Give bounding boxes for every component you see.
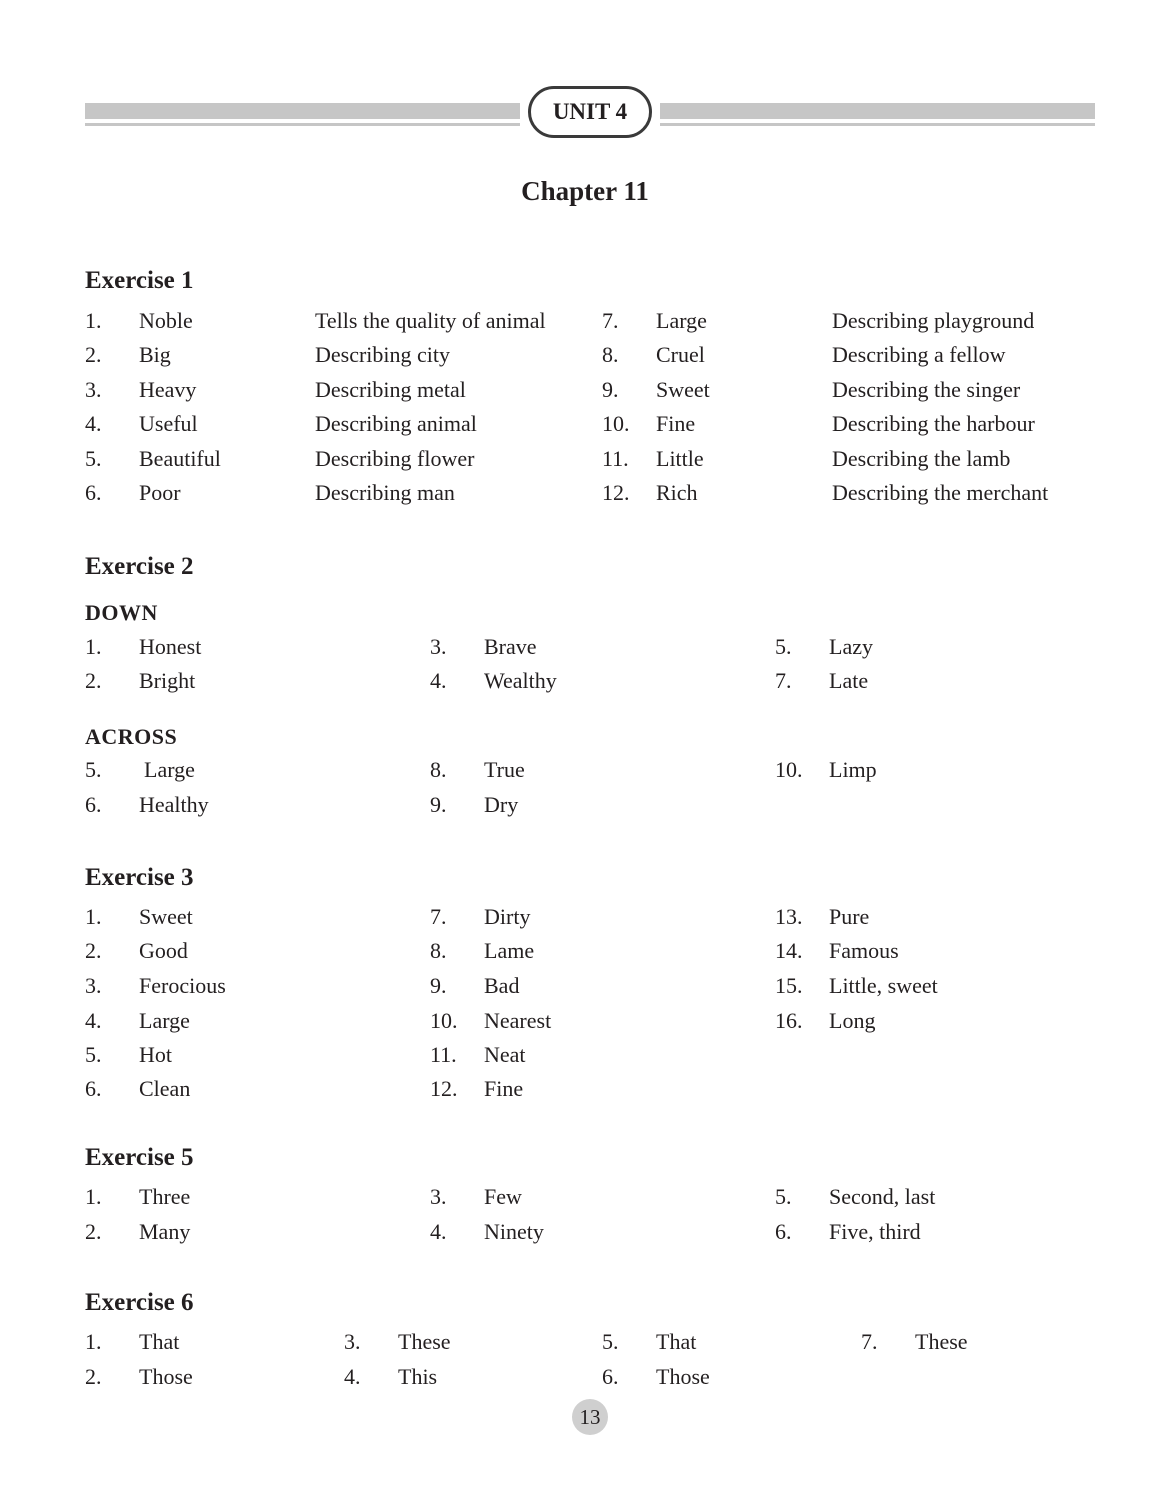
answer-word: Hot: [139, 1042, 172, 1067]
answer-word: Large: [144, 757, 195, 782]
item-number: 9.: [430, 792, 447, 817]
exercise-5-title: Exercise 5: [85, 1144, 194, 1171]
answer-word: Bright: [139, 668, 196, 693]
answer-description: Describing the merchant: [832, 480, 1049, 505]
item-number: 2.: [85, 938, 102, 963]
item-number: 2.: [85, 668, 102, 693]
item-number: 3.: [344, 1329, 361, 1354]
answer-word: These: [915, 1329, 968, 1354]
item-number: 12.: [602, 480, 630, 505]
answer-word: Large: [139, 1008, 190, 1033]
answer-word: Lazy: [829, 634, 873, 659]
answer-word: Those: [656, 1364, 710, 1389]
answer-word: Fine: [656, 411, 696, 436]
answer-description: Describing metal: [315, 377, 466, 402]
exercise-2-title: Exercise 2: [85, 553, 194, 580]
item-number: 1.: [85, 308, 102, 333]
answer-word: Clean: [139, 1076, 191, 1101]
answer-description: Describing city: [315, 342, 451, 367]
page-number: 13: [579, 1404, 601, 1429]
unit-badge: [528, 86, 652, 138]
item-number: 5.: [85, 446, 102, 471]
answer-word: Honest: [139, 634, 202, 659]
answer-word: Those: [139, 1364, 193, 1389]
exercise-1-title: Exercise 1: [85, 267, 194, 294]
item-number: 4.: [430, 1219, 447, 1244]
header-rule-right: [660, 123, 1095, 126]
answer-description: Describing the harbour: [832, 411, 1035, 436]
item-number: 8.: [430, 757, 447, 782]
item-number: 5.: [602, 1329, 619, 1354]
item-number: 9.: [602, 377, 619, 402]
item-number: 3.: [430, 634, 447, 659]
item-number: 5.: [85, 1042, 102, 1067]
exercise-3-title: Exercise 3: [85, 864, 194, 891]
item-number: 1.: [85, 634, 102, 659]
item-number: 12.: [430, 1076, 458, 1101]
page-number-badge: [572, 1399, 608, 1435]
answer-word: Healthy: [139, 792, 209, 817]
answer-word: Late: [829, 668, 869, 693]
item-number: 2.: [85, 342, 102, 367]
item-number: 1.: [85, 904, 102, 929]
item-number: 7.: [775, 668, 792, 693]
item-number: 16.: [775, 1008, 803, 1033]
answer-word: Little: [656, 446, 704, 471]
chapter-title: Chapter 11: [521, 176, 649, 206]
answer-word: Useful: [139, 411, 198, 436]
answer-word: True: [484, 757, 525, 782]
answer-word: Cruel: [656, 342, 705, 367]
answer-word: Famous: [829, 938, 899, 963]
item-number: 6.: [85, 792, 102, 817]
item-number: 9.: [430, 973, 447, 998]
answer-description: Describing a fellow: [832, 342, 1006, 367]
answer-word: Large: [656, 308, 707, 333]
item-number: 3.: [430, 1184, 447, 1209]
item-number: 5.: [775, 1184, 792, 1209]
answer-word: Ferocious: [139, 973, 226, 998]
item-number: 6.: [775, 1219, 792, 1244]
header-band-right: [660, 103, 1095, 119]
item-number: 4.: [85, 411, 102, 436]
answer-word: Many: [139, 1219, 191, 1244]
answer-word: Pure: [829, 904, 870, 929]
item-number: 4.: [85, 1008, 102, 1033]
item-number: 15.: [775, 973, 803, 998]
answer-word: Noble: [139, 308, 193, 333]
down-heading: DOWN: [85, 600, 158, 625]
item-number: 4.: [344, 1364, 361, 1389]
item-number: 1.: [85, 1184, 102, 1209]
answer-word: Bad: [484, 973, 520, 998]
answer-word: Neat: [484, 1042, 526, 1067]
item-number: 3.: [85, 377, 102, 402]
answer-word: Sweet: [139, 904, 193, 929]
unit-label: UNIT 4: [552, 99, 628, 124]
answer-word: Three: [139, 1184, 191, 1209]
item-number: 6.: [85, 1076, 102, 1101]
answer-word: Limp: [829, 757, 877, 782]
answer-description: Describing the lamb: [832, 446, 1011, 471]
item-number: 13.: [775, 904, 803, 929]
answer-word: Wealthy: [484, 668, 557, 693]
answer-word: Rich: [656, 480, 698, 505]
answer-word: Dry: [484, 792, 519, 817]
answer-word: Dirty: [484, 904, 531, 929]
item-number: 6.: [85, 480, 102, 505]
item-number: 8.: [602, 342, 619, 367]
item-number: 6.: [602, 1364, 619, 1389]
item-number: 11.: [602, 446, 629, 471]
answer-word: Lame: [484, 938, 535, 963]
answer-word: This: [398, 1364, 438, 1389]
answer-word: Brave: [484, 634, 537, 659]
item-number: 10.: [430, 1008, 458, 1033]
item-number: 7.: [861, 1329, 878, 1354]
answer-description: Describing the singer: [832, 377, 1021, 402]
item-number: 8.: [430, 938, 447, 963]
item-number: 14.: [775, 938, 803, 963]
answer-word: Ninety: [484, 1219, 544, 1244]
item-number: 10.: [602, 411, 630, 436]
answer-description: Describing flower: [315, 446, 475, 471]
answer-word: That: [656, 1329, 697, 1354]
answer-description: Describing playground: [832, 308, 1035, 333]
item-number: 2.: [85, 1219, 102, 1244]
answer-description: Describing man: [315, 480, 455, 505]
item-number: 10.: [775, 757, 803, 782]
item-number: 4.: [430, 668, 447, 693]
header-rule-left: [85, 123, 520, 126]
answer-word: Few: [484, 1184, 522, 1209]
answer-word: Second, last: [829, 1184, 936, 1209]
answer-word: Sweet: [656, 377, 710, 402]
item-number: 1.: [85, 1329, 102, 1354]
answer-word: Heavy: [139, 377, 197, 402]
answer-word: Long: [829, 1008, 876, 1033]
item-number: 5.: [85, 757, 102, 782]
item-number: 5.: [775, 634, 792, 659]
item-number: 7.: [602, 308, 619, 333]
item-number: 11.: [430, 1042, 457, 1067]
answer-description: Tells the quality of animal: [315, 308, 546, 333]
answer-word: Big: [139, 342, 171, 367]
item-number: 7.: [430, 904, 447, 929]
answer-word: That: [139, 1329, 180, 1354]
item-number: 3.: [85, 973, 102, 998]
answer-word: Poor: [139, 480, 181, 505]
exercise-6-title: Exercise 6: [85, 1289, 194, 1316]
answer-word: Beautiful: [139, 446, 221, 471]
answer-word: Little, sweet: [829, 973, 938, 998]
answer-description: Describing animal: [315, 411, 477, 436]
across-heading: ACROSS: [85, 724, 178, 749]
answer-word: Good: [139, 938, 188, 963]
answer-word: Fine: [484, 1076, 524, 1101]
item-number: 2.: [85, 1364, 102, 1389]
answer-word: These: [398, 1329, 451, 1354]
answer-word: Nearest: [484, 1008, 552, 1033]
header-band-left: [85, 103, 520, 119]
answer-word: Five, third: [829, 1219, 921, 1244]
